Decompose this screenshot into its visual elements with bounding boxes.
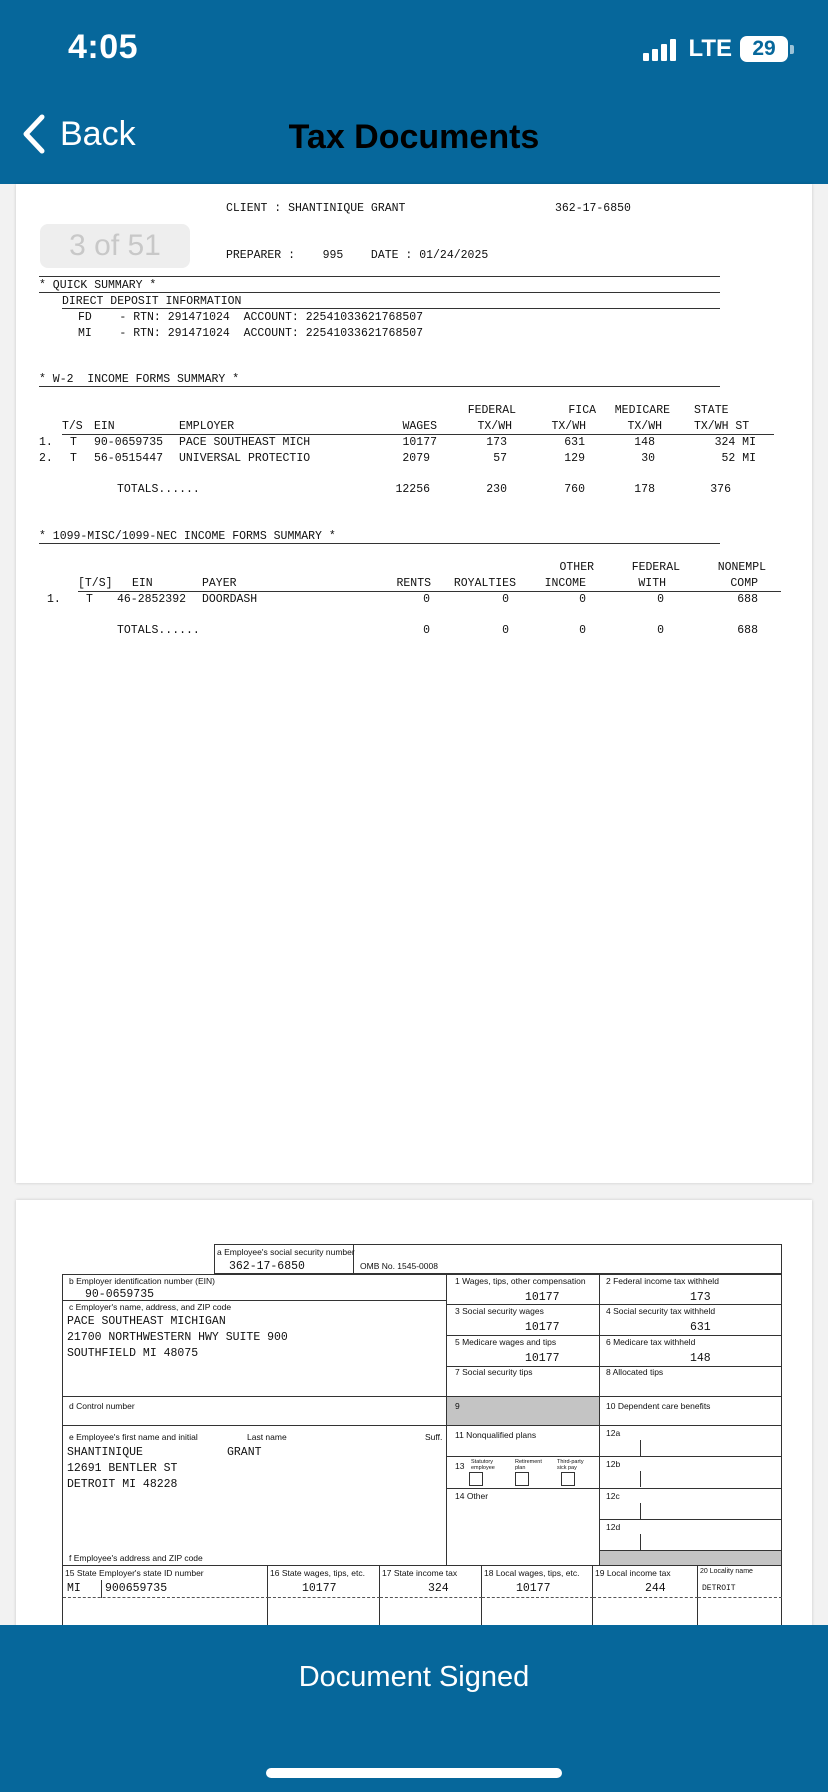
col-medicare: TX/WH <box>627 420 662 433</box>
w2-box-7: 7 Social security tips <box>447 1367 600 1397</box>
w2-form <box>62 1244 782 1630</box>
deposit-line-fd: FD - RTN: 291471024 ACCOUNT: 22541033621768507 <box>78 311 424 324</box>
page-title: Tax Documents <box>288 118 540 156</box>
signal-strength-icon <box>643 37 676 61</box>
w2-box-4: 4 Social security tax withheld 631 <box>600 1305 782 1336</box>
divider <box>640 1534 641 1550</box>
col-federal: TX/WH <box>477 420 512 433</box>
battery-level: 29 <box>752 37 776 60</box>
col-federal-top: FEDERAL <box>467 404 516 417</box>
col-wages: WAGES <box>402 420 437 433</box>
battery-tip-icon <box>790 45 794 54</box>
w2-box-16: 16 State wages, tips, etc. 10177 <box>268 1566 380 1630</box>
client-line: CLIENT : SHANTINIQUE GRANT <box>226 202 406 215</box>
col-rents: RENTS <box>396 577 431 590</box>
col-state: TX/WH ST <box>694 420 750 433</box>
page-indicator: 3 of 51 <box>40 224 190 268</box>
w2-omb: OMB No. 1545-0008 <box>354 1244 782 1274</box>
divider <box>640 1503 641 1519</box>
divider <box>593 1597 698 1598</box>
w2-box-20: 20 Locality name DETROIT <box>698 1566 782 1630</box>
col-nonempl: COMP <box>730 577 758 590</box>
preparer-line: PREPARER : 995 DATE : 01/24/2025 <box>226 249 489 262</box>
col-medicare-top: MEDICARE <box>614 404 670 417</box>
statutory-employee-checkbox[interactable] <box>469 1472 483 1486</box>
document-signed-button[interactable]: Document Signed <box>298 1661 530 1693</box>
top-bar <box>0 0 828 184</box>
misc-summary-heading: * 1099-MISC/1099-NEC INCOME FORMS SUMMARY * <box>39 530 336 543</box>
divider <box>78 591 781 592</box>
divider <box>640 1471 641 1487</box>
network-type: LTE <box>688 35 732 62</box>
col-ts: T/S <box>62 420 83 433</box>
home-indicator[interactable] <box>266 1768 562 1778</box>
divider <box>39 543 720 544</box>
divider <box>62 434 774 435</box>
back-label: Back <box>60 114 136 153</box>
quick-summary-heading: * QUICK SUMMARY * <box>39 279 157 292</box>
third-party-sick-pay-checkbox[interactable] <box>561 1472 575 1486</box>
col-fica: TX/WH <box>551 420 586 433</box>
w2-box-17: 17 State income tax 324 <box>380 1566 482 1630</box>
col-federal-top: FEDERAL <box>631 561 680 574</box>
col-payer: PAYER <box>202 577 237 590</box>
w2-box-12c: 12c <box>600 1489 782 1520</box>
direct-deposit-heading: DIRECT DEPOSIT INFORMATION <box>62 295 242 308</box>
col-ein: EIN <box>94 420 115 433</box>
status-time: 4:05 <box>68 28 139 66</box>
col-federal: WITH <box>638 577 666 590</box>
w2-box-2: 2 Federal income tax withheld 173 <box>600 1274 782 1305</box>
battery-icon <box>740 36 788 62</box>
w2-box-12a: 12a <box>600 1426 782 1457</box>
w2-box-e: e Employee's first name and initial Last name Suff. SHANTINIQUE GRANT 12691 BENTLER ST DETROIT MI 48228 f Employee's address and ZIP code <box>62 1426 447 1566</box>
col-state-top: STATE <box>694 404 729 417</box>
col-nonempl-top: NONEMPL <box>717 561 766 574</box>
divider <box>63 1597 269 1598</box>
bottom-bar <box>0 1625 828 1792</box>
divider <box>268 1597 380 1598</box>
divider <box>39 386 720 387</box>
deposit-line-mi: MI - RTN: 291471024 ACCOUNT: 22541033621768507 <box>78 327 424 340</box>
divider <box>39 276 720 277</box>
divider <box>101 1580 102 1598</box>
w2-box-c: c Employer's name, address, and ZIP code PACE SOUTHEAST MICHIGAN 21700 NORTHWESTERN HWY SUITE 900 SOUTHFIELD MI 48075 <box>62 1301 447 1397</box>
col-other: INCOME <box>544 577 586 590</box>
w2-box-d: d Control number <box>62 1397 447 1426</box>
col-fica-top: FICA <box>568 404 596 417</box>
divider <box>698 1597 782 1598</box>
w2-box-10: 10 Dependent care benefits <box>600 1397 782 1426</box>
col-employer: EMPLOYER <box>179 420 235 433</box>
document-page-summary[interactable]: CLIENT : SHANTINIQUE GRANT 362-17-6850 3 of 51 PREPARER : 995 DATE : 01/24/2025 * QUICK SUMMARY * DIRECT DEPOSIT INFORMATION FD - RTN: 291471024 ACCOUNT: 22541033621768507 MI - RTN: 291471024 ACCOUNT: 22541033621768507 * W-2 INCOME FORMS SUMMARY * FEDERAL FICA MEDICARE STATE T/S EIN EMPLOYER WAGES TX/WH TX/WH TX/WH TX/WH ST 1. T 90-0659735 PACE SOUTHEAST MICH 10177 173 631 148 324 MI 2. T 56-0515447 UNIVERSAL PROTECTIO 2079 57 129 30 52 MI TOTALS...... 12256 230 760 178 376 * 1099-MISC/1099-NEC INCOME FORMS SUMMARY * OTHER FEDERAL NONEMPL [T/S] EIN PAYER RENTS ROYALTIES INCOME WITH COMP 1. T 46-2852392 DOORDASH 0 0 0 0 688 TOTALS...... 0 0 0 0 688 <box>16 184 812 1183</box>
w2-box-5: 5 Medicare wages and tips 10177 <box>447 1336 600 1367</box>
w2-box-12b: 12b <box>600 1457 782 1489</box>
divider <box>640 1440 641 1456</box>
w2-box-b: b Employer identification number (EIN) 90-0659735 <box>62 1274 447 1301</box>
w2-box-11: 11 Nonqualified plans <box>447 1426 600 1457</box>
col-ts: [T/S] <box>78 577 113 590</box>
divider <box>62 308 720 309</box>
retirement-plan-checkbox[interactable] <box>515 1472 529 1486</box>
w2-box-13: 13 Statutory employee Retirement plan Third-party sick pay <box>447 1457 600 1489</box>
w2-box-1: 1 Wages, tips, other compensation 10177 <box>447 1274 600 1305</box>
divider <box>482 1597 593 1598</box>
col-royalties: ROYALTIES <box>453 577 516 590</box>
w2-summary-heading: * W-2 INCOME FORMS SUMMARY * <box>39 373 240 386</box>
w2-box-18: 18 Local wages, tips, etc. 10177 <box>482 1566 593 1630</box>
w2-shaded <box>600 1551 782 1566</box>
w2-box-6: 6 Medicare tax withheld 148 <box>600 1336 782 1367</box>
w2-box-19: 19 Local income tax 244 <box>593 1566 698 1630</box>
divider <box>39 292 720 293</box>
col-other-top: OTHER <box>559 561 594 574</box>
w2-box-12d: 12d <box>600 1520 782 1551</box>
w2-box-14: 14 Other <box>447 1489 600 1566</box>
w2-box-15: 15 State Employer's state ID number MI 900659735 <box>62 1566 268 1630</box>
w2-box-a: a Employee's social security number 362-17-6850 <box>214 1244 354 1274</box>
w2-box-9: 9 <box>447 1397 600 1426</box>
col-ein: EIN <box>132 577 153 590</box>
status-indicators <box>643 34 794 64</box>
w2-box-3: 3 Social security wages 10177 <box>447 1305 600 1336</box>
document-page-w2[interactable] <box>16 1200 812 1630</box>
divider <box>380 1597 482 1598</box>
client-ssn: 362-17-6850 <box>555 202 631 215</box>
w2-box-8: 8 Allocated tips <box>600 1367 782 1397</box>
